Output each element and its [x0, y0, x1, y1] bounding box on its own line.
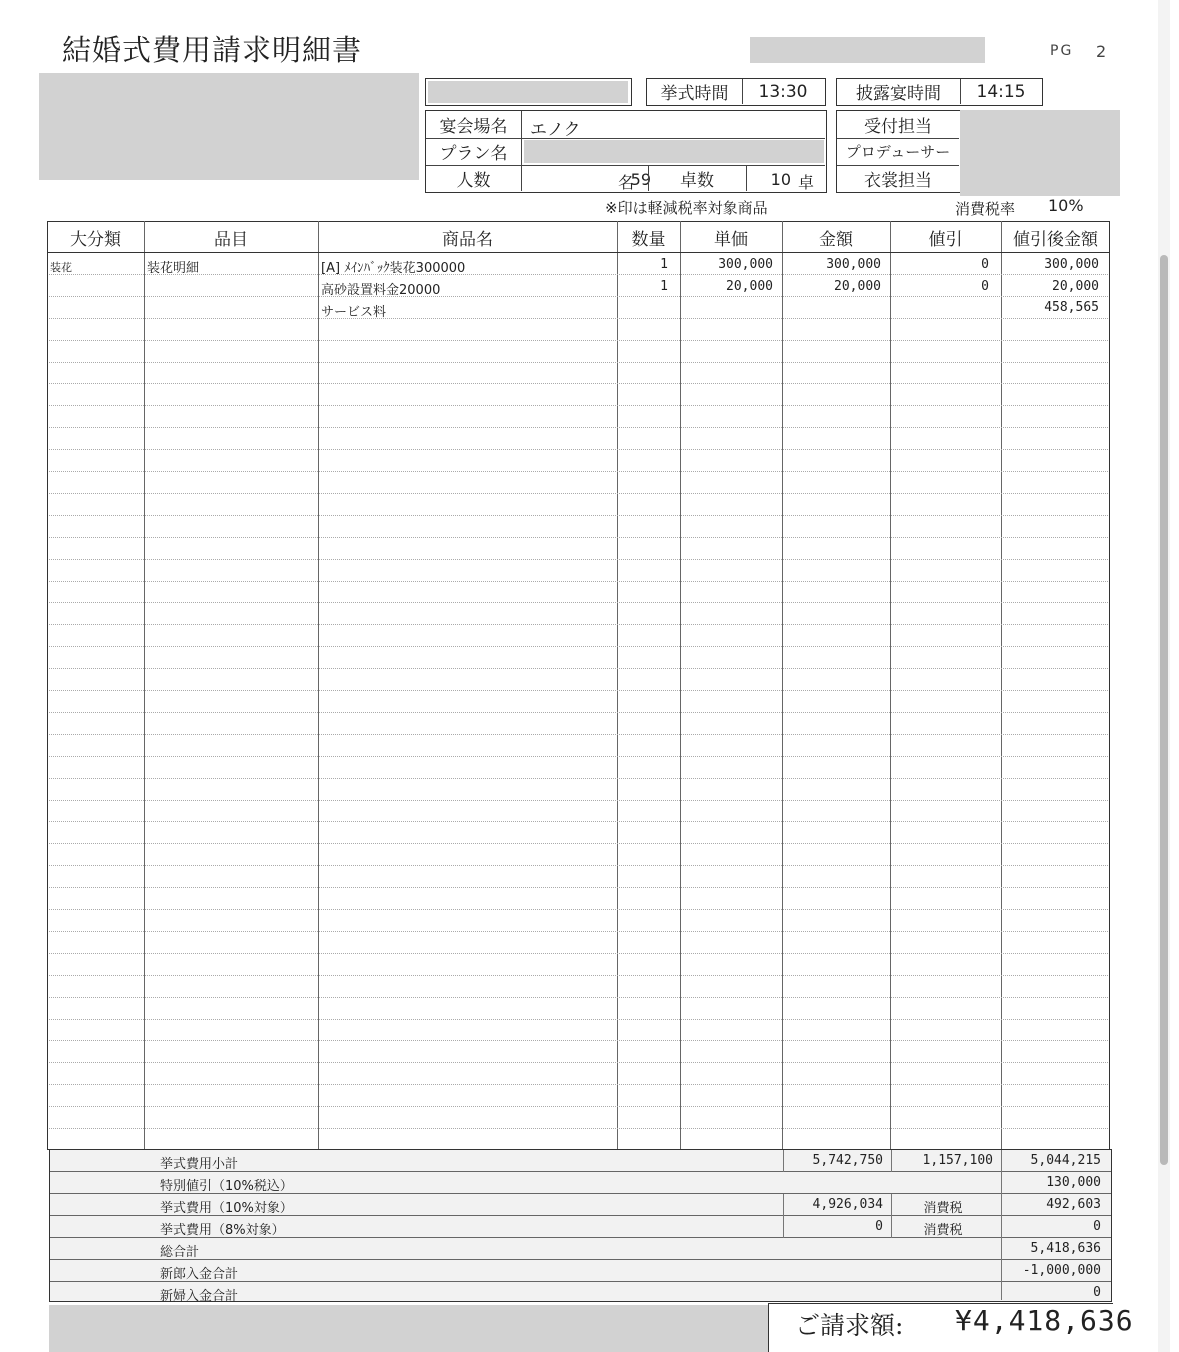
grand-total-value: 5,418,636	[1030, 1241, 1101, 1256]
redacted-block	[49, 1305, 769, 1352]
tables-label: 卓数	[680, 170, 714, 191]
venue-label: 宴会場名	[439, 117, 508, 137]
table-row-divider	[49, 1040, 1108, 1041]
table-row-divider	[49, 559, 1108, 560]
table-row-divider	[49, 843, 1108, 844]
table-row-divider	[49, 800, 1108, 801]
table-column-divider	[890, 221, 891, 1149]
table-row-divider	[49, 1128, 1108, 1129]
table-row-divider	[49, 734, 1108, 735]
row3-product: サービス料	[321, 305, 387, 320]
fee10-amount: 4,926,034	[812, 1197, 883, 1212]
table-row-divider	[49, 865, 1108, 866]
table-row-divider	[49, 821, 1108, 822]
row2-product: 高砂設置料金20000	[321, 283, 441, 298]
table-row-divider	[49, 887, 1108, 888]
table-row-divider	[49, 1084, 1108, 1085]
header-box	[425, 78, 632, 106]
billing-label: ご請求額:	[795, 1311, 904, 1340]
table-column-divider	[1001, 221, 1002, 1149]
reception-time-value: 14:15	[976, 81, 1026, 102]
table-row-divider	[49, 712, 1108, 713]
table-column-divider	[144, 221, 145, 1149]
reception-staff-label: 受付担当	[864, 117, 932, 137]
row2-discount: 0	[981, 279, 989, 294]
reduced-tax-note: ※印は軽減税率対象商品	[605, 199, 768, 217]
table-row-divider	[49, 581, 1108, 582]
table-row-divider	[49, 646, 1108, 647]
ceremony-time-label: 挙式時間	[660, 84, 729, 104]
row2-amount: 20,000	[834, 279, 881, 294]
column-header-amount: 金額	[819, 229, 853, 250]
table-row-divider	[49, 931, 1108, 932]
table-row-divider	[49, 756, 1108, 757]
table-row-divider	[49, 318, 1108, 319]
table-row-divider	[49, 1019, 1108, 1020]
tax-rate-value: 10%	[1048, 196, 1084, 215]
column-header-net: 値引後金額	[1013, 229, 1098, 250]
row1-item: 装花明細	[147, 261, 200, 276]
special-discount-label: 特別値引（10%税込）	[160, 1179, 293, 1194]
summary-row-special-discount	[50, 1172, 1111, 1194]
groom-paid-value: -1,000,000	[1022, 1263, 1101, 1278]
table-row-divider	[49, 427, 1108, 428]
staff-box	[836, 110, 961, 193]
table-row-divider	[49, 602, 1108, 603]
table-row-divider	[49, 537, 1108, 538]
summary-row-fee8	[50, 1216, 1111, 1238]
redacted-block	[750, 37, 985, 63]
table-column-divider	[617, 221, 618, 1149]
document-title: 結婚式費用請求明細書	[62, 33, 363, 67]
column-header-category: 大分類	[70, 229, 121, 250]
guests-value: 59	[630, 170, 651, 189]
tables-unit: 卓	[798, 173, 815, 192]
summary-row-groom-paid	[50, 1260, 1111, 1282]
page-number: 2	[1096, 42, 1107, 61]
billing-amount: ¥4,418,636	[955, 1304, 1134, 1337]
table-row-divider	[49, 953, 1108, 954]
table-row-divider	[49, 274, 1108, 275]
table-row-divider	[49, 493, 1108, 494]
column-header-product: 商品名	[442, 229, 493, 250]
table-row-divider	[49, 1062, 1108, 1063]
reception-time-box	[836, 78, 1043, 106]
summary-row-fee10	[50, 1194, 1111, 1216]
table-row-divider	[49, 296, 1108, 297]
tax-rate-label: 消費税率	[955, 200, 1016, 218]
column-header-qty: 数量	[631, 229, 666, 250]
ceremony-time-box	[646, 78, 826, 106]
summary-row-bride-paid	[50, 1282, 1111, 1304]
table-row-divider	[49, 624, 1108, 625]
row1-unit-price: 300,000	[718, 257, 773, 272]
table-row-divider	[49, 778, 1108, 779]
bride-paid-label: 新婦入金合計	[160, 1289, 239, 1304]
row3-net: 458,565	[1044, 300, 1099, 315]
groom-paid-label: 新郎入金合計	[160, 1267, 239, 1282]
fee8-label: 挙式費用（8%対象）	[160, 1223, 285, 1238]
table-row-divider	[49, 668, 1108, 669]
plan-label: プラン名	[439, 144, 508, 164]
page-label: PG	[1050, 43, 1074, 59]
table-row-divider	[49, 449, 1108, 450]
column-header-discount: 値引	[928, 229, 963, 250]
row1-discount: 0	[981, 257, 989, 272]
fee10-tax-label: 消費税	[923, 1201, 963, 1216]
tables-value: 10	[770, 170, 791, 189]
summary-row-grand-total	[50, 1238, 1111, 1260]
fee8-tax: 0	[1093, 1219, 1101, 1234]
table-row-divider	[49, 1106, 1108, 1107]
redacted-block	[39, 73, 419, 180]
table-column-divider	[318, 221, 319, 1149]
special-discount-value: 130,000	[1046, 1175, 1101, 1190]
guests-unit: 名	[618, 173, 635, 192]
table-row-divider	[49, 997, 1108, 998]
row1-category: 装花	[50, 261, 72, 274]
redacted-block	[524, 140, 824, 163]
fee8-tax-label: 消費税	[923, 1223, 963, 1238]
line-item-table	[47, 221, 1110, 1150]
subtotal-amount: 5,742,750	[812, 1153, 883, 1168]
scrollbar-thumb[interactable]	[1160, 255, 1168, 1165]
bride-paid-value: 0	[1093, 1285, 1101, 1300]
fee10-label: 挙式費用（10%対象）	[160, 1201, 293, 1216]
row2-qty: 1	[660, 279, 668, 294]
redacted-block	[960, 110, 1120, 196]
summary-row-subtotal	[50, 1150, 1111, 1172]
table-row-divider	[49, 471, 1108, 472]
costume-staff-label: 衣裳担当	[864, 170, 932, 191]
table-row-divider	[49, 383, 1108, 384]
summary-table	[49, 1149, 1112, 1302]
fee10-tax: 492,603	[1046, 1197, 1101, 1212]
guests-label: 人数	[456, 170, 491, 191]
table-column-divider	[680, 221, 681, 1149]
row1-net: 300,000	[1044, 257, 1099, 272]
table-row-divider	[49, 362, 1108, 363]
grand-total-label: 総合計	[160, 1245, 200, 1260]
subtotal-net: 5,044,215	[1030, 1153, 1101, 1168]
column-header-unit-price: 単価	[714, 229, 748, 250]
table-header-divider	[47, 252, 1110, 253]
table-row-divider	[49, 975, 1108, 976]
redacted-block	[428, 81, 628, 103]
subtotal-label: 挙式費用小計	[160, 1157, 239, 1172]
venue-plan-box	[425, 110, 827, 193]
row2-unit-price: 20,000	[726, 279, 773, 294]
table-row-divider	[49, 515, 1108, 516]
row1-qty: 1	[660, 257, 668, 272]
row2-net: 20,000	[1052, 279, 1099, 294]
table-column-divider	[782, 221, 783, 1149]
table-row-divider	[49, 909, 1108, 910]
producer-label: プロデューサー	[845, 143, 951, 161]
subtotal-discount: 1,157,100	[922, 1153, 993, 1168]
column-header-item: 品目	[214, 229, 248, 250]
ceremony-time-value: 13:30	[758, 81, 808, 102]
row1-product: [A] ﾒｲﾝﾊﾞｯｸ装花300000	[321, 261, 466, 276]
venue-value: エノク	[530, 120, 581, 140]
row1-amount: 300,000	[826, 257, 881, 272]
table-row-divider	[49, 340, 1108, 341]
fee8-amount: 0	[875, 1219, 883, 1234]
table-row-divider	[49, 690, 1108, 691]
table-row-divider	[49, 405, 1108, 406]
reception-time-label: 披露宴時間	[856, 84, 941, 104]
